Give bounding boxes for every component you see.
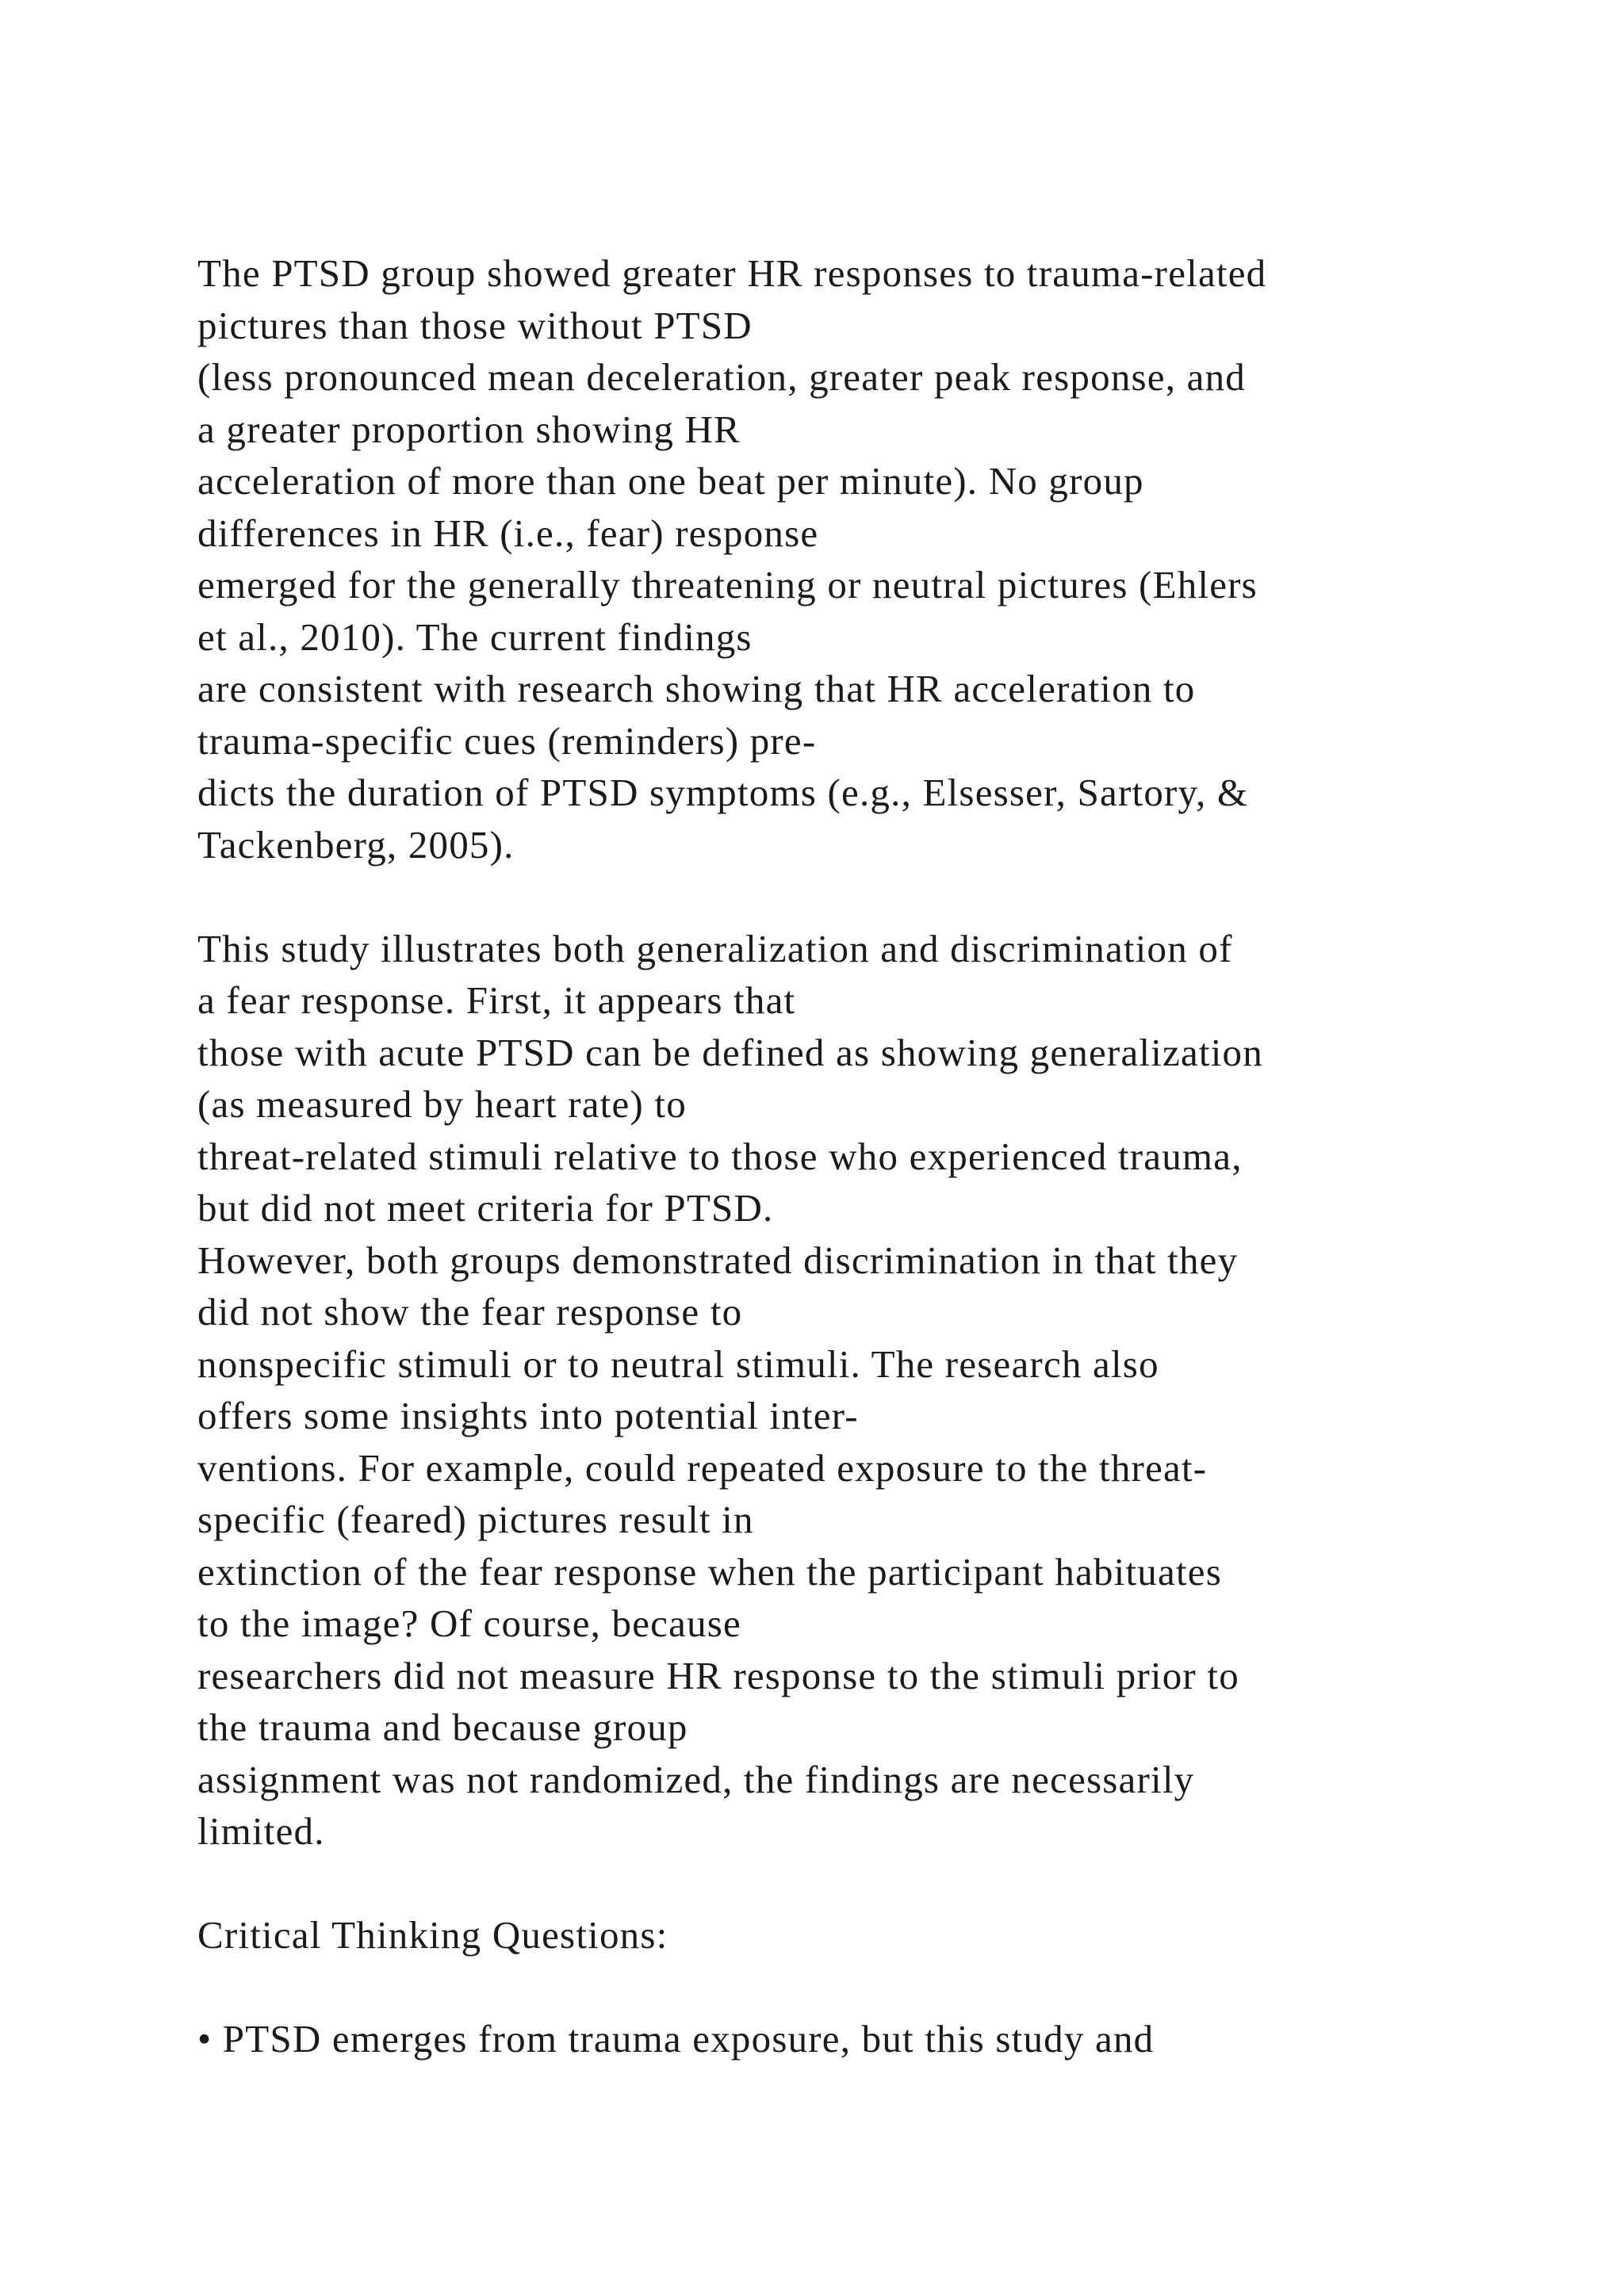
section-heading: Critical Thinking Questions: <box>197 1913 668 1957</box>
text-line: (less pronounced mean deceleration, greater peak response, and <box>197 355 1246 399</box>
text-line: nonspecific stimuli or to neutral stimuli. The research also <box>197 1341 1159 1386</box>
text-line: differences in HR (i.e., fear) response <box>197 511 819 555</box>
text-line: (as measured by heart rate) to <box>197 1082 687 1126</box>
text-line: dicts the duration of PTSD symptoms (e.g., Elsesser, Sartory, & <box>197 771 1249 814</box>
text-line: but did not meet criteria for PTSD. <box>197 1186 774 1230</box>
text-line: are consistent with research showing that HR acceleration to <box>197 667 1196 710</box>
text-line: threat-related stimuli relative to those who experienced trauma, <box>197 1134 1243 1178</box>
text-line: ventions. For example, could repeated exposure to the threat- <box>197 1445 1208 1490</box>
paragraph-spacer <box>197 1961 1514 2014</box>
text-line: assignment was not randomized, the findings are necessarily <box>197 1757 1195 1801</box>
text-line: trauma-specific cues (reminders) pre- <box>197 718 817 763</box>
text-line: emerged for the generally threatening or neutral pictures (Ehlers <box>197 563 1258 607</box>
text-line: researchers did not measure HR response to the stimuli prior to <box>197 1653 1239 1697</box>
text-line: The PTSD group showed greater HR responses to trauma-related <box>197 251 1267 295</box>
paragraph-spacer <box>197 1858 1514 1910</box>
text-line: offers some insights into potential inter- <box>197 1394 859 1437</box>
paragraph-results <box>197 247 1514 871</box>
text-line: a greater proportion showing HR <box>197 407 741 451</box>
text-line: Tackenberg, 2005). <box>197 822 515 867</box>
text-line: specific (feared) pictures result in <box>197 1498 754 1541</box>
paragraph-spacer <box>197 871 1514 923</box>
text-line: did not show the fear response to <box>197 1290 743 1334</box>
text-line: et al., 2010). The current findings <box>197 614 753 659</box>
text-line: limited. <box>197 1809 325 1853</box>
text-line: This study illustrates both generalization and discrimination of <box>197 926 1233 970</box>
text-line: the trauma and because group <box>197 1705 688 1749</box>
text-line: acceleration of more than one beat per minute). No group <box>197 459 1144 503</box>
bullet-item: • PTSD emerges from trauma exposure, but this study and <box>197 2017 1155 2061</box>
text-line: extinction of the fear response when the participant habituates <box>197 1549 1222 1594</box>
text-line: However, both groups demonstrated discrimination in that they <box>197 1238 1239 1282</box>
text-line: pictures than those without PTSD <box>197 303 753 347</box>
document-body <box>197 247 1514 2065</box>
paragraph-discussion <box>197 923 1514 1858</box>
text-line: to the image? Of course, because <box>197 1601 741 1645</box>
text-line: those with acute PTSD can be defined as showing generalization <box>197 1030 1263 1074</box>
text-line: a fear response. First, it appears that <box>197 978 796 1022</box>
